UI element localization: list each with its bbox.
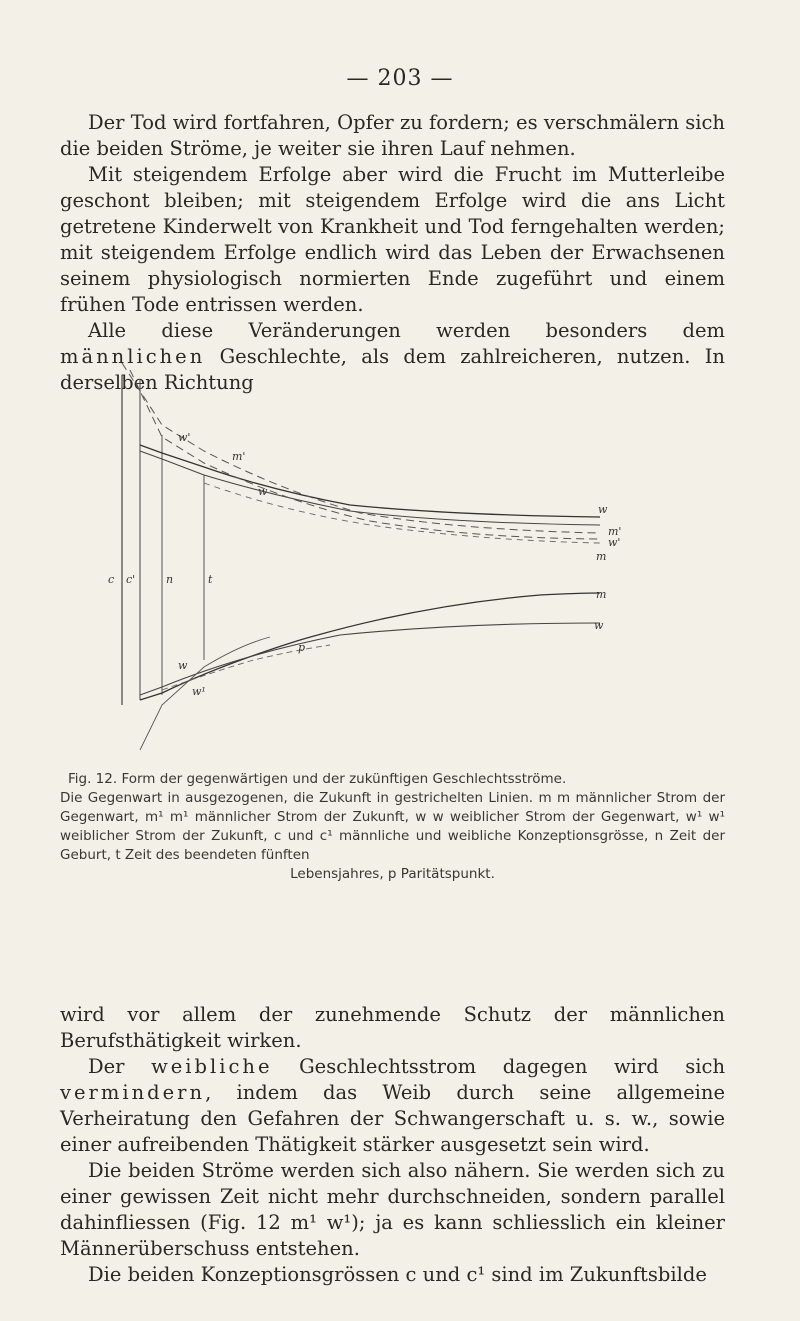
label-t: t [208, 573, 213, 586]
paragraph-5-end: , indem das Weib durch seine allgemeine Verheiratung den Gefahren der Schwangerschaft u. s. w., sowie einer aufreibenden Thätigkeit stärker ausgesetzt sein wird. [60, 1081, 725, 1156]
paragraph-3-end: Geschlechte, als dem zahlreicheren, nutzen. In derselben Richtung [60, 345, 725, 394]
label-c1: c' [126, 573, 136, 586]
top-text-block [60, 110, 725, 396]
caption-title: Fig. 12. Form der gegenwärtigen und der zukünftigen Geschlechtsströme. [68, 771, 567, 787]
label-p: p [298, 641, 306, 654]
male-stream-lower [140, 593, 600, 700]
stream-diagram-svg [100, 355, 660, 765]
label-w-right: w [598, 503, 608, 516]
label-w1-top: w' [178, 431, 191, 444]
paragraph-5-start: Der [88, 1055, 152, 1078]
emphasis-maennlichen: männlichen [60, 345, 206, 368]
paragraph-3-start: Alle diese Veränderungen werden besonders dem [88, 319, 725, 342]
paragraph-1: Der Tod wird fortfahren, Opfer zu fordern; es verschmälern sich die beiden Ströme, je weiter sie ihren Lauf nehmen. [60, 111, 725, 160]
figure-caption [60, 770, 725, 884]
figure-12-diagram [100, 355, 660, 765]
label-m-right-lower: m [596, 588, 607, 601]
label-m1-right: m' [608, 525, 622, 538]
emphasis-vermindern: vermindern [60, 1081, 206, 1104]
paragraph-7: Die beiden Konzeptionsgrössen c und c¹ sind im Zukunftsbilde [88, 1263, 707, 1286]
female-stream-future-upper [130, 370, 600, 539]
paragraph-4: wird vor allem der zunehmende Schutz der männlichen Berufsthätigkeit wirken. [60, 1003, 725, 1052]
label-w-right-lower: w [594, 619, 604, 632]
label-c: c [108, 573, 115, 586]
emphasis-weibliche: weibliche [151, 1055, 273, 1078]
female-stream-lower [140, 623, 600, 695]
label-w1-lower: w¹ [192, 685, 206, 698]
label-n: n [166, 573, 174, 586]
paragraph-5 [60, 1054, 725, 1158]
male-stream-future [122, 363, 600, 533]
label-w-lower: w [178, 659, 188, 672]
label-m-right-upper: m [596, 550, 607, 563]
caption-last-line: Lebensjahres, p Paritätspunkt. [290, 866, 495, 882]
male-stream-present-inner [140, 451, 600, 525]
male-stream-present [140, 445, 600, 517]
page-number: — 203 — [346, 66, 454, 91]
paragraph-6: Die beiden Ströme werden sich also nähern. Sie werden sich zu einer gewissen Zeit nicht mehr durchschneiden, sondern parallel dahinfliessen (Fig. 12 m¹ w¹); ja es kann schliesslich ein kleiner Männerüberschuss entstehen. [60, 1159, 725, 1260]
label-m1-top: m' [232, 450, 246, 463]
paragraph-2: Mit steigendem Erfolge aber wird die Frucht im Mutterleibe geschont bleiben; mit steigendem Erfolge wird die ans Licht getretene Kinderwelt von Krankheit und Tod ferngehalten werden; mit steigendem Erfolge endlich wird das Leben der Erwachsenen seinem physiologisch normierten Ende zugeführt und einem frühen Tode entrissen werden. [60, 163, 725, 316]
paragraph-5-middle: Geschlechtsstrom dagegen wird sich [272, 1055, 726, 1078]
bottom-text-block [60, 1002, 725, 1288]
label-w1-right: w' [608, 536, 621, 549]
label-w-mid: w [258, 485, 268, 498]
caption-body: Die Gegenwart in ausgezogenen, die Zukunft in gestrichelten Linien. m m männlicher Strom der Gegenwart, m¹ m¹ männlicher Strom der Zukunft, w w weiblicher Strom der Gegenwart, w¹ w¹ weiblicher Strom der Zukunft, c und c¹ männliche und weibliche Konzeptionsgrösse, n Zeit der Geburt, t Zeit des beendeten fünften [60, 790, 725, 863]
